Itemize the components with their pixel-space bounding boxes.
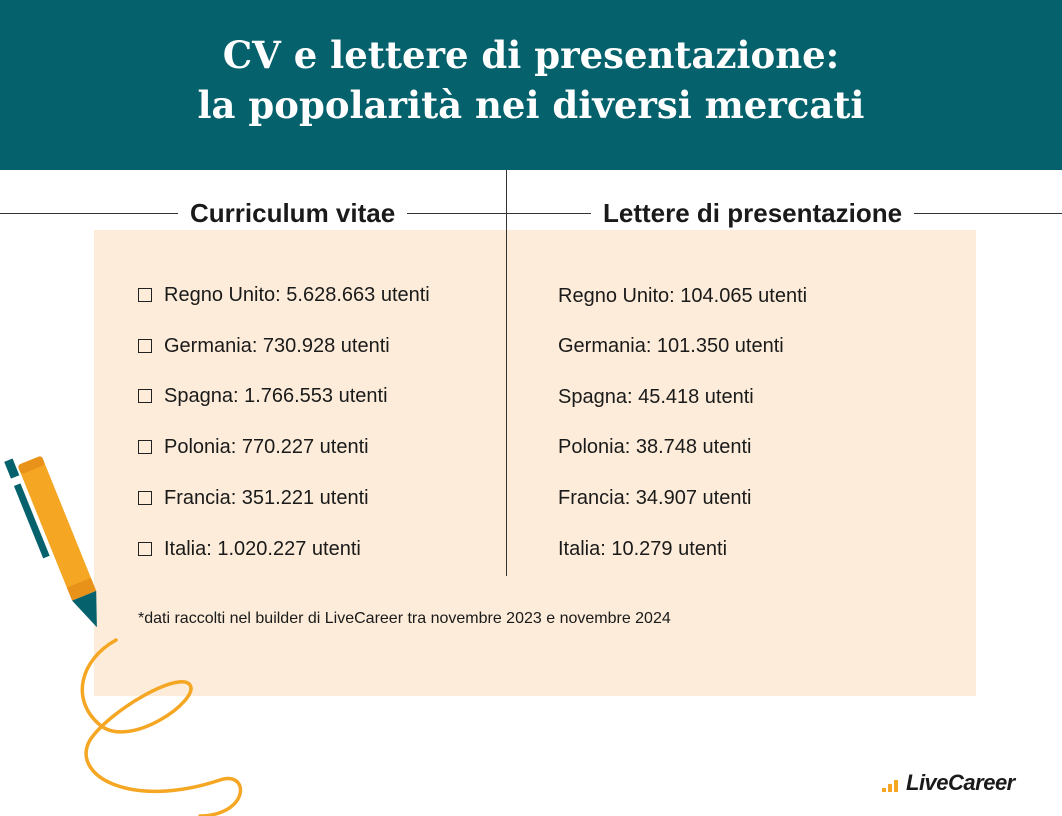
footnote: *dati raccolti nel builder di LiveCareer tra novembre 2023 e novembre 2024 (138, 610, 671, 627)
logo-mark-icon (880, 776, 902, 794)
page-title (0, 30, 1062, 130)
checkbox-icon (138, 288, 152, 302)
title-line-2: la popolarità nei diversi mercati (197, 83, 865, 127)
cv-item-text: Italia: 1.020.227 utenti (164, 538, 361, 560)
cv-item-text: Germania: 730.928 utenti (164, 335, 390, 357)
logo-text: LiveCareer (906, 770, 1015, 795)
letters-list-item: Italia: 10.279 utenti (558, 538, 728, 560)
cv-list-item (138, 383, 388, 409)
pen-illustration (0, 430, 280, 816)
letters-list-item: Spagna: 45.418 utenti (558, 386, 754, 408)
cv-item-text: Polonia: 770.227 utenti (164, 436, 369, 458)
checkbox-icon (138, 389, 152, 403)
title-line-1: CV e lettere di presentazione: (222, 33, 840, 77)
letters-section-title: Lettere di presentazione (591, 197, 914, 229)
cv-list-item (138, 282, 430, 308)
cv-item-text: Regno Unito: 5.628.663 utenti (164, 284, 430, 306)
letters-list-item: Germania: 101.350 utenti (558, 335, 784, 357)
letters-list-item: Francia: 34.907 utenti (558, 487, 752, 509)
column-divider (506, 170, 507, 576)
cv-list-item (138, 333, 390, 359)
cv-section-title: Curriculum vitae (178, 197, 407, 229)
letters-list-item: Regno Unito: 104.065 utenti (558, 285, 808, 307)
checkbox-icon (138, 339, 152, 353)
cv-item-text: Francia: 351.221 utenti (164, 487, 369, 509)
cv-item-text: Spagna: 1.766.553 utenti (164, 385, 388, 407)
letters-list-item: Polonia: 38.748 utenti (558, 436, 752, 458)
